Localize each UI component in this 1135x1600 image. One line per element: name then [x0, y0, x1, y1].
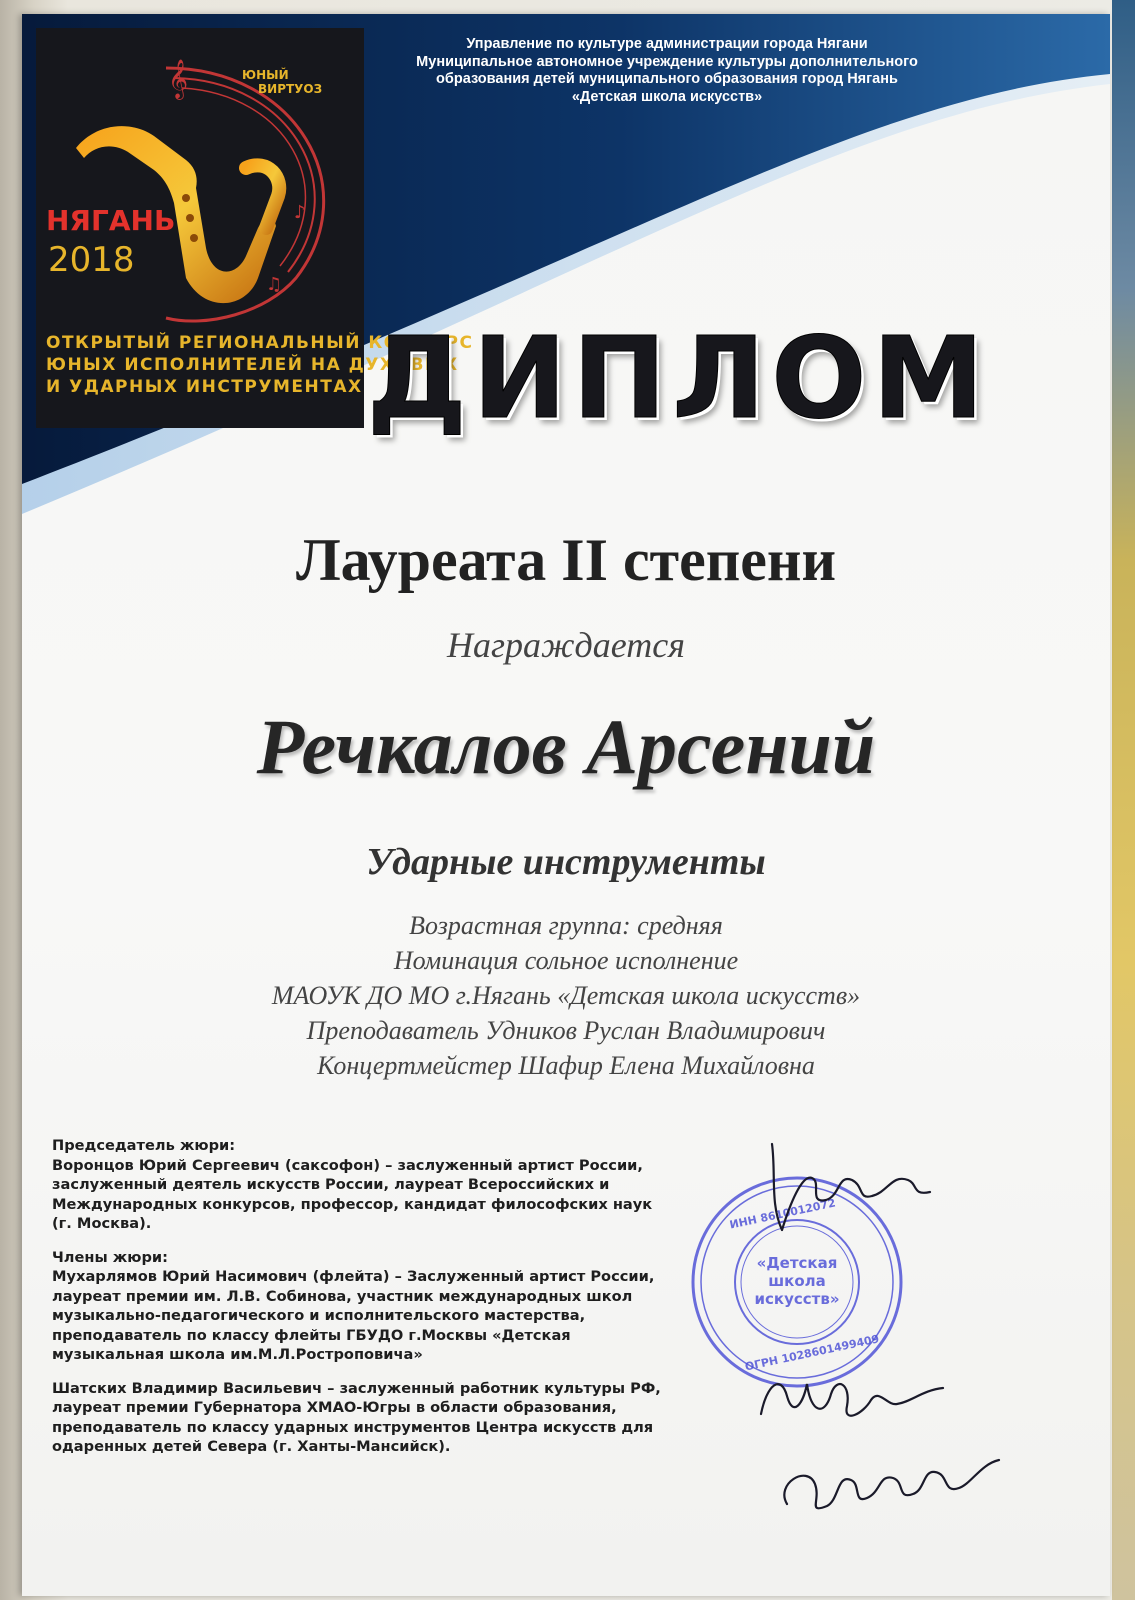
organization-line: Муниципальное автономное учреждение культуры дополнительного: [416, 53, 918, 70]
diploma-sheet: [22, 14, 1110, 1596]
detail-line: Возрастная группа: средняя: [409, 911, 723, 940]
recipient-name: Речкалов Арсений: [256, 703, 876, 790]
jury-chair-line: заслуженный деятель искусств России, лауреат Всероссийских и: [52, 1176, 610, 1193]
stamp-center-line: «Детская: [756, 1254, 838, 1272]
jury-list: [52, 1136, 752, 1457]
jury-member-line: лауреат премии Губернатора ХМАО-Югры в области образования,: [52, 1399, 617, 1416]
stamp-center-line: искусств»: [754, 1290, 840, 1308]
brand-line-1: ЮНЫЙ: [242, 68, 289, 82]
detail-line: МАОУК ДО МО г.Нягань «Детская школа искусств»: [271, 981, 861, 1010]
stamp-inn: ИНН 8610012072: [728, 1196, 837, 1232]
jury-member-line: музыкальная школа им.М.Л.Ростроповича»: [52, 1346, 423, 1363]
detail-line: Номинация сольное исполнение: [393, 946, 739, 975]
awarded-label: Награждается: [447, 625, 685, 665]
background-strip: [1112, 0, 1135, 1600]
logo-city: НЯГАНЬ: [46, 204, 176, 237]
signature-member-1: [747, 1354, 957, 1444]
logo-year: 2018: [48, 240, 135, 280]
svg-text:𝄞: 𝄞: [168, 59, 189, 99]
signature-member-2: [767, 1434, 1007, 1534]
award-degree: Лауреата II степени: [295, 527, 837, 593]
contest-subtitle-line: ЮНЫХ ИСПОЛНИТЕЛЕЙ НА ДУХОВЫХ: [46, 355, 459, 375]
detail-line: Концертмейстер Шафир Елена Михайловна: [317, 1051, 815, 1080]
organization-header: [397, 36, 937, 106]
instrument-category: Ударные инструменты: [366, 841, 766, 883]
contest-subtitle-line: ОТКРЫТЫЙ РЕГИОНАЛЬНЫЙ КОНКУРС: [46, 333, 474, 353]
contest-subtitle: [46, 332, 474, 398]
contest-subtitle-line: И УДАРНЫХ ИНСТРУМЕНТАХ: [46, 377, 363, 397]
contest-logo: [36, 28, 474, 428]
saxophone-logo-icon: [36, 28, 364, 326]
svg-text:♫: ♫: [266, 274, 283, 295]
signature-chair: [742, 1134, 952, 1244]
stamp-center-line: школа: [768, 1272, 826, 1290]
diploma-title: ДИПЛОМ: [367, 314, 990, 444]
jury-chair-line: Международных конкурсов, профессор, кандидат философских наук: [52, 1195, 653, 1213]
stamp-ogrn: ОГРН 1028601499409: [743, 1332, 881, 1374]
organization-line: образования детей муниципального образования город Нягань: [436, 71, 898, 87]
jury-member-line: преподаватель по классу ударных инструментов Центра искусств для: [52, 1418, 654, 1436]
jury-member-line: преподаватель по классу флейты ГБУДО г.Москвы «Детская: [52, 1326, 571, 1344]
jury-member-line: музыкально-педагогического и исполнительского мастерства,: [52, 1307, 586, 1324]
jury-members-heading: Члены жюри:: [52, 1248, 168, 1266]
jury-member-line: Шатских Владимир Васильевич – заслуженный работник культуры РФ,: [52, 1379, 661, 1397]
award-details: [22, 908, 1110, 1083]
jury-chair-heading: Председатель жюри:: [52, 1137, 236, 1154]
brand-line-2: ВИРТУОЗ: [258, 82, 323, 96]
organization-line: Управление по культуре администрации города Нягани: [466, 36, 868, 52]
organization-line: «Детская школа искусств»: [571, 88, 763, 105]
detail-line: Преподаватель Удников Руслан Владимирович: [306, 1016, 826, 1045]
svg-text:♪: ♪: [294, 202, 306, 223]
jury-chair-line: Воронцов Юрий Сергеевич (саксофон) – заслуженный артист России,: [52, 1156, 643, 1174]
jury-member-line: Мухарлямов Юрий Насимович (флейта) – Заслуженный артист России,: [52, 1268, 655, 1285]
jury-chair-line: (г. Москва).: [52, 1215, 152, 1232]
jury-member-line: одаренных детей Севера (г. Ханты-Мансийск).: [52, 1438, 451, 1455]
jury-member-line: лауреат премии им. Л.В. Собинова, участник международных школ: [52, 1287, 633, 1305]
